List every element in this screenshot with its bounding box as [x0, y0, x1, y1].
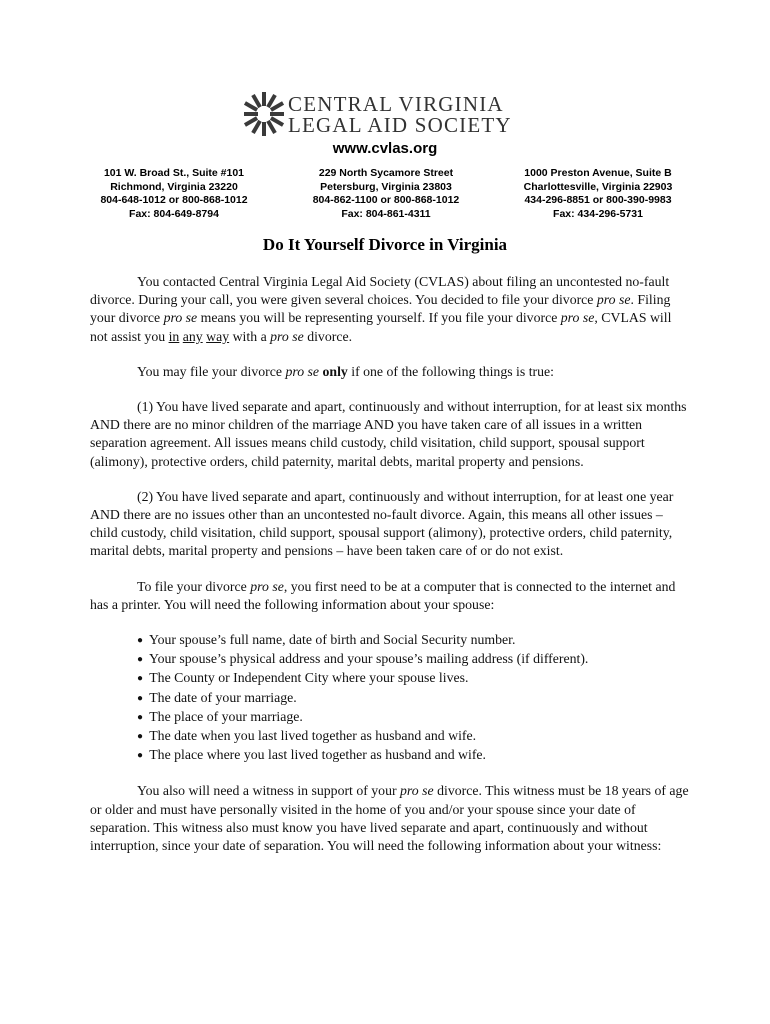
paragraph-condition-2: (2) You have lived separate and apart, continuously and without interruption, for at least one year AND there are no issues other than an uncontested no-fault divorce. Again, this means all other issues – child custody, child visitation, child support, spousal support (alimony), protective orders, child paternity, marital debts, marital property and pensions – have been taken care of or do not exist.	[90, 488, 674, 559]
office-street: 101 W. Broad St., Suite #101	[103, 167, 245, 179]
list-item: ● The County or Independent City where your spouse lives.	[137, 670, 469, 686]
paragraph-eligibility: You may file your divorce pro se only if one of the following things is true:	[137, 363, 554, 379]
website-url: www.cvlas.org	[332, 140, 438, 157]
paragraph-condition-1: (1) You have lived separate and apart, continuously and without interruption, for at least six months AND there are no minor children of the marriage AND you have taken care of all issues in a written separation agreement. All issues means child custody, child visitation, child support, spousal support (alimony), protective orders, child paternity, marital debts, marital property and pensions.	[90, 399, 687, 469]
bullet-icon: ●	[137, 731, 144, 743]
office-phone: 804-862-1100 or 800-868-1012	[312, 194, 460, 206]
office-fax: Fax: 804-861-4311	[341, 207, 431, 220]
document-title: Do It Yourself Divorce in Virginia	[262, 235, 508, 254]
cvlas-logo	[244, 90, 534, 138]
org-name-line1: CENTRAL VIRGINIA	[288, 92, 504, 116]
list-item: ● The place of your marriage.	[137, 708, 303, 724]
document-body	[90, 273, 690, 872]
office-city: Charlottesville, Virginia 22903	[523, 180, 673, 193]
list-item: ● The date when you last lived together as husband and wife.	[137, 728, 477, 744]
office-petersburg	[286, 167, 486, 221]
list-item: ● Your spouse’s physical address and your spouse’s mailing address (if different).	[137, 651, 589, 667]
paragraph-intro: You contacted Central Virginia Legal Aid Society (CVLAS) about filing an uncontested no-fault divorce. During your call, you were given several choices. You decided to file your divorce pro se. Filing your divorce pro se means you will be representing yourself. If you file your divorce pro se, CVLAS will not assist you in any way with a pro se divorce.	[90, 274, 672, 344]
org-name-line2: LEGAL AID SOCIETY	[288, 113, 512, 137]
office-fax: Fax: 434-296-5731	[553, 207, 643, 220]
list-item: ● The date of your marriage.	[137, 689, 297, 705]
bullet-icon: ●	[137, 692, 144, 704]
starburst-logo-icon	[244, 92, 284, 136]
paragraph-witness: You also will need a witness in support of your pro se divorce. This witness must be 18 years of age or older and must have personally visited in the home of you and/or your spouse since your date of separation. This witness also must know you have lived separate and apart, continuously and without interruption, since your date of separation. You will need the following information about your witness:	[90, 783, 689, 854]
office-phone: 804-648-1012 or 800-868-1012	[100, 194, 248, 206]
office-richmond	[74, 167, 274, 221]
list-item: ● Your spouse’s full name, date of birth and Social Security number.	[137, 632, 516, 648]
paragraph-requirements: To file your divorce pro se, you first need to be at a computer that is connected to the internet and has a printer. You will need the following information about your spouse:	[90, 578, 676, 612]
office-fax: Fax: 804-649-8794	[129, 207, 219, 220]
office-phone: 434-296-8851 or 800-390-9983	[524, 194, 672, 206]
office-street: 229 North Sycamore Street	[318, 167, 454, 179]
bullet-icon: ●	[137, 750, 144, 762]
bullet-icon: ●	[137, 654, 144, 666]
office-city: Petersburg, Virginia 23803	[320, 180, 452, 193]
office-charlottesville	[498, 167, 698, 221]
office-street: 1000 Preston Avenue, Suite B	[524, 167, 672, 179]
office-city: Richmond, Virginia 23220	[110, 180, 238, 193]
bullet-icon: ●	[137, 635, 144, 647]
list-item: ● The place where you last lived together as husband and wife.	[137, 747, 487, 763]
bullet-icon: ●	[137, 711, 144, 723]
spouse-info-list	[90, 631, 690, 765]
bullet-icon: ●	[137, 673, 144, 685]
